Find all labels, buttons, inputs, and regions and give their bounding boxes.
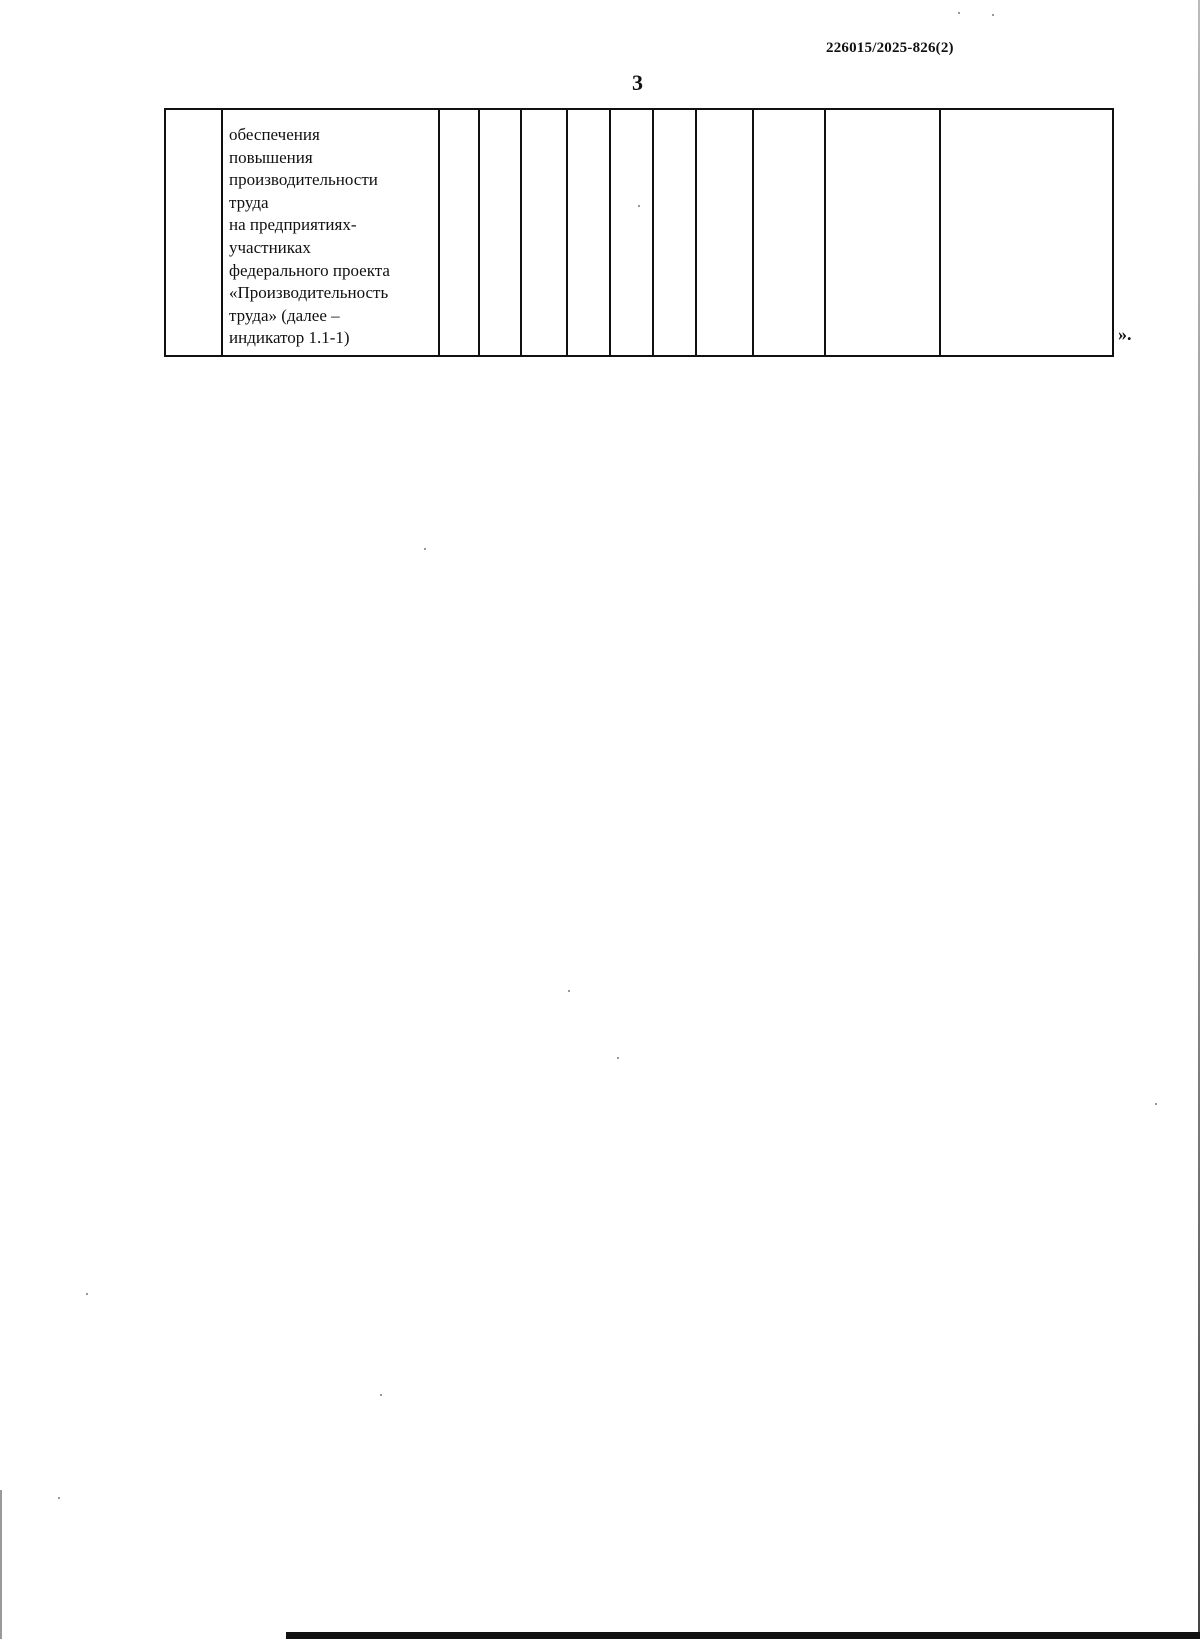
empty-cell bbox=[653, 109, 696, 356]
empty-cell bbox=[696, 109, 753, 356]
empty-cell bbox=[479, 109, 521, 356]
indicator-name-line: обеспечения bbox=[229, 125, 320, 144]
empty-cell bbox=[439, 109, 479, 356]
page-number: 3 bbox=[632, 70, 643, 95]
row-number-cell bbox=[165, 109, 222, 356]
scan-speck bbox=[992, 14, 994, 16]
scan-edge-left bbox=[0, 1490, 2, 1639]
indicator-table bbox=[164, 108, 1114, 357]
scan-speck bbox=[58, 1497, 60, 1499]
indicator-table-fragment bbox=[164, 108, 1114, 357]
empty-cell bbox=[610, 109, 653, 356]
scan-speck bbox=[1155, 1103, 1157, 1105]
indicator-name-line: «Производительность bbox=[229, 283, 389, 303]
empty-cell bbox=[753, 109, 825, 356]
empty-cell bbox=[567, 109, 610, 356]
document-number: 226015/2025-826(2) bbox=[826, 40, 954, 56]
scan-speck bbox=[638, 205, 640, 207]
scan-speck bbox=[86, 1293, 88, 1295]
indicator-name-line: повышения bbox=[229, 147, 313, 167]
empty-cell bbox=[940, 109, 1113, 356]
indicator-name-line: производительности bbox=[229, 170, 378, 190]
indicator-name-line: труда bbox=[229, 192, 269, 212]
indicator-name-line: на предприятиях- bbox=[229, 215, 357, 235]
indicator-name-line: участниках bbox=[229, 237, 311, 257]
indicator-name-line: федерального проекта bbox=[229, 260, 390, 280]
indicator-name-text bbox=[223, 110, 438, 350]
empty-cell bbox=[521, 109, 567, 356]
indicator-name-cell bbox=[222, 109, 439, 356]
table-row bbox=[165, 109, 1113, 356]
empty-cell bbox=[825, 109, 940, 356]
scan-edge-bottom bbox=[286, 1632, 1200, 1639]
closing-quote-mark: ». bbox=[1118, 324, 1132, 344]
indicator-name-line: индикатор 1.1-1) bbox=[229, 328, 350, 348]
scan-speck bbox=[617, 1057, 619, 1059]
scan-speck bbox=[380, 1394, 382, 1396]
indicator-name-line: труда» (далее – bbox=[229, 305, 340, 325]
scan-speck bbox=[958, 12, 960, 14]
scan-speck bbox=[424, 548, 426, 550]
scan-speck bbox=[568, 990, 570, 992]
